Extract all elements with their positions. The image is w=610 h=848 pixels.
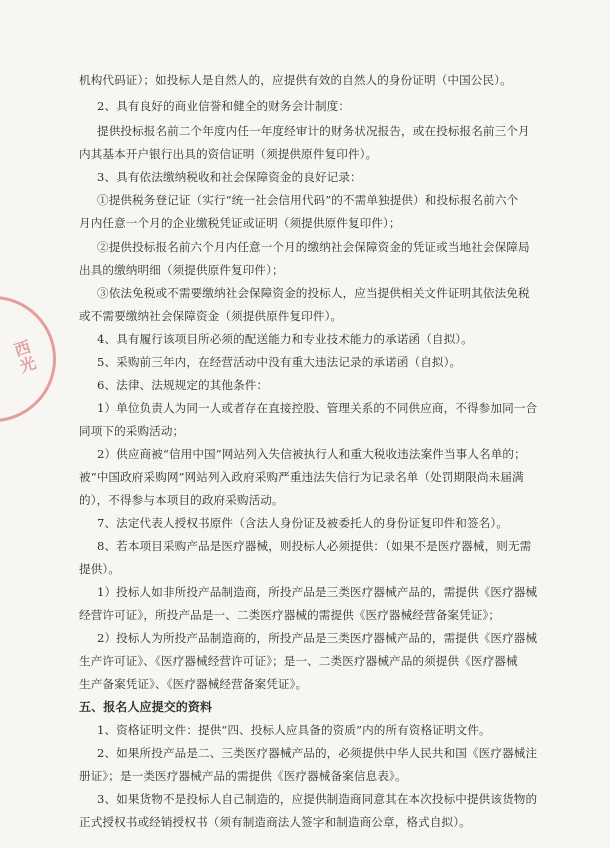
text-line: 内其基本开户银行出具的资信证明（须提供原件复印件）。 [79,147,378,161]
text-line: 册证》；是一类医疗器械产品的需提供《医疗器械备案信息表》。 [79,769,407,783]
text-line: 出具的缴纳明细（须提供原件复印件）； [79,263,284,277]
seal-text: 西光 [11,337,39,377]
text-line: 4、具有履行该项目所必须的配送能力和专业技术能力的承诺函（自拟）。 [97,332,473,346]
text-line: 提供投标报名前二个年度内任一年度经审计的财务状况报告，或在投标报名前三个月 [97,124,530,138]
text-line: 月内任意一个月的企业缴税凭证或证明（须提供原件复印件）； [79,216,401,230]
text-line: 生产许可证》、《医疗器械经营许可证》；是一、二类医疗器械产品的须提供《医疗器械 [79,654,518,668]
text-line: 机构代码证）；如投标人是自然人的，应提供有效的自然人的身份证明（中国公民）。 [79,73,512,87]
text-line: 2）投标人为所投产品制造商的，所投产品是三类医疗器械产品的，需提供《医疗器械 [97,631,538,645]
text-line: 被“中国政府采购网”网站列入政府采购严重违法失信行为记录名单（处罚期限尚未届满 [79,470,524,484]
text-line: 正式授权书或经销授权书（须有制造商法人签字和制造商公章，格式自拟）。 [79,815,471,829]
text-line: 的），不得参与本项目的政府采购活动。 [79,493,284,507]
text-line: 3、具有依法缴纳税收和社会保障资金的良好记录： [97,170,362,184]
text-line: 同项下的采购活动； [79,424,185,438]
text-line: 7、法定代表人授权书原件（含法人身份证及被委托人的身份证复印件和签名）。 [97,516,508,530]
section-heading: 五、报名人应提交的资料 [79,700,213,714]
text-line: 经营许可证》，所投产品是一、二类医疗器械的需提供《医疗器械经营备案凭证》； [79,608,501,622]
text-line: ①提供税务登记证（实行“统一社会信用代码”的不需单独提供）和投标报名前六个 [97,193,519,207]
text-line: 2、如果所投产品是二、三类医疗器械产品的，必须提供中华人民共和国《医疗器械注 [97,746,538,760]
text-line: 6、法律、法规规定的其他条件： [97,378,269,392]
text-line: 1）单位负责人为同一人或者存在直接控股、管理关系的不同供应商，不得参加同一合 [97,401,538,415]
text-line: 8、若本项目采购产品是医疗器械，则投标人必须提供：（如果不是医疗器械，则无需 [97,539,532,553]
text-line: ②提供投标报名前六个月内任意一个月的缴纳社会保障资金的凭证或当地社会保障局 [97,240,530,254]
red-seal-stamp [0,296,56,422]
text-line: 2、具有良好的商业信誉和健全的财务会计制度： [97,99,351,113]
text-line: 或不需要缴纳社会保障资金（须提供原件复印件）。 [79,309,343,323]
text-line: 3、如果货物不是投标人自己制造的，应提供制造商同意其在本次投标中提供该货物的 [97,792,538,806]
text-line: 1）投标人如非所投产品制造商，所投产品是三类医疗器械产品的，需提供《医疗器械 [97,585,538,599]
text-line: 提供）。 [79,562,120,576]
text-line: 2）供应商被“信用中国”网站列入失信被执行人和重大税收违法案件当事人名单的； [97,447,526,461]
text-line: ③依法免税或不需要缴纳社会保障资金的投标人，应当提供相关文件证明其依法免税 [97,286,530,300]
text-line: 生产备案凭证》、《医疗器械经营备案凭证》。 [79,677,308,691]
text-line: 1、资格证明文件：提供“四、投标人应具备的资质”内的所有资格证明文件。 [97,723,491,737]
text-line: 5、采购前三年内，在经营活动中没有重大违法记录的承诺函（自拟）。 [97,355,462,369]
